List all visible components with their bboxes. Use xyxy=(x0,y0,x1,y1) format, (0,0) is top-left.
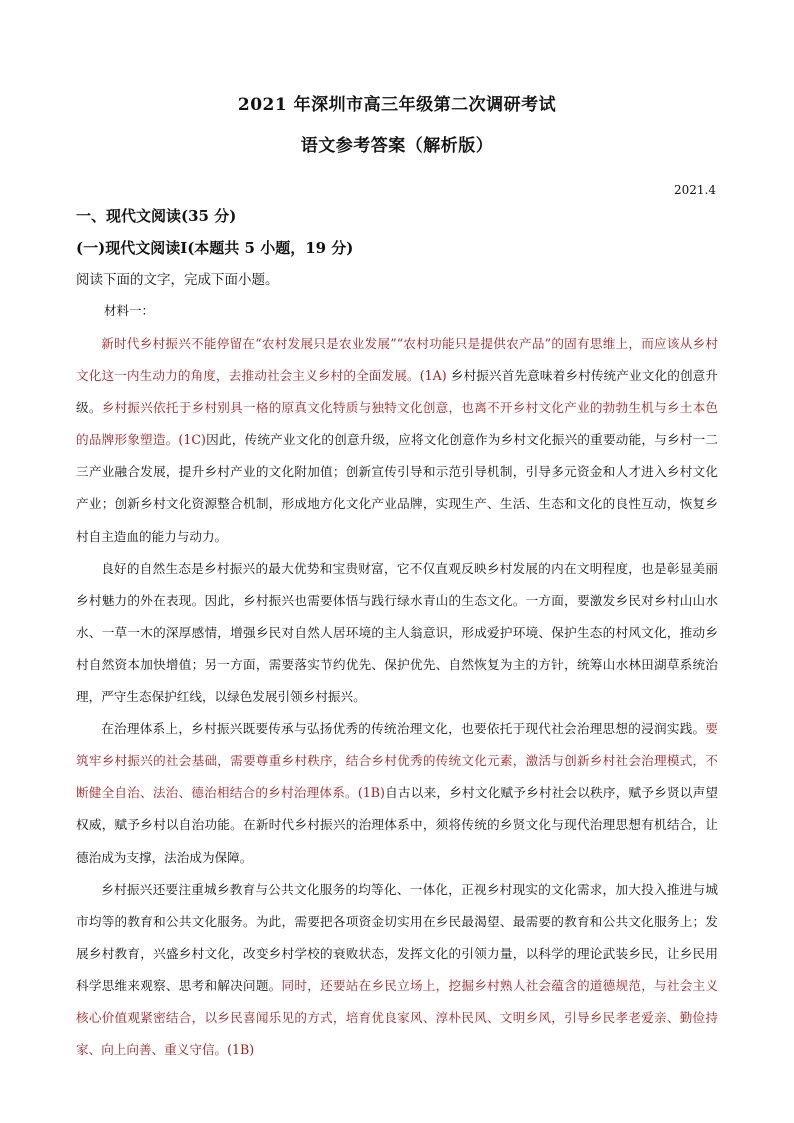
highlighted-answer-text: 乡村振兴依托于乡村别具一格的原真文化特质与独特文化创意，也离不开乡村文化产业的勃勃生机与乡土本色的品牌形象塑造。(1C) xyxy=(76,400,719,448)
paragraph-text: 良好的自然生态是乡村振兴的最大优势和宝贵财富，它不仅直观反映乡村发展的内在文明程度，也是彰显美丽乡村魅力的外在表现。因此，乡村振兴也需要体悟与践行绿水青山的生态文化。一方面，要激发乡民对乡村山山水水、一草一木的深厚感情，增强乡民对自然人居环境的主人翁意识，形成爱护环境、保护生态的村风文化，推动乡村自然资本加快增值；另一方面，需要落实节约优先、保护优先、自然恢复为主的方针，统筹山水林田湖草系统治理，严守生态保护红线，以绿色发展引领乡村振兴。 xyxy=(76,560,718,705)
paragraph-1 xyxy=(76,328,718,553)
section-heading: 一、现代文阅读(35 分) xyxy=(76,207,237,225)
paragraph-text: 乡村振兴还要注重城乡教育与公共文化服务的均等化、一体化，正视乡村现实的文化需求，加大投入推进与城市均等的教育和公共文化服务。为此，需要把各项资金切实用在乡民最渴望、最需要的教育和公共文化服务上；发展乡村教育，兴盛乡村文化，改变乡村学校的衰败状态，发挥文化的引领力量，以科学的理论武装乡民，让乡民用科学思维来观察、思考和解决问题。 xyxy=(76,881,718,993)
paragraph-text: 乡村振兴首先意味着乡村传统产业文化的创意升级。 xyxy=(76,368,718,416)
subsection-heading: (一)现代文阅读Ⅰ(本题共 5 小题，19 分) xyxy=(76,239,354,257)
reading-instruction: 阅读下面的文字，完成下面小题。 xyxy=(76,272,279,288)
highlighted-answer-text: 要筑牢乡村振兴的社会基础，需要尊重乡村秩序，结合乡村优秀的传统文化元素，激活与创新乡村社会治理模式，不断健全自治、法治、德治相结合的乡村治理体系。(1B) xyxy=(76,721,718,801)
highlighted-answer-text: 同时，还要站在乡民立场上，挖掘乡村熟人社会蕴含的道德规范，与社会主义核心价值观紧密结合，以乡民喜闻乐见的方式，培育优良家风、淳朴民风、文明乡风，引导乡民孝老爱亲、勤俭持家、向上向善、重义守信。(1B) xyxy=(76,977,719,1058)
paragraph-4 xyxy=(76,874,718,1067)
highlighted-answer-text: 新时代乡村振兴不能停留在“农村发展只是农业发展”“农村功能只是提供农产品”的固有思维上，而应该从乡村文化这一内生动力的角度，去推动社会主义乡村的全面发展。(1A) xyxy=(76,336,718,384)
paragraph-3 xyxy=(76,713,718,873)
answer-subtitle: 语文参考答案（解析版） xyxy=(300,136,494,156)
paragraph-2 xyxy=(76,553,718,713)
passage-body xyxy=(76,328,718,1066)
material-label: 材料一： xyxy=(104,303,155,318)
exam-date: 2021.4 xyxy=(674,183,716,197)
exam-title: 2021 年深圳市高三年级第二次调研考试 xyxy=(237,95,557,115)
paragraph-text: 在治理体系上，乡村振兴既要传承与弘扬优秀的传统治理文化，也要依托于现代社会治理思想的浸润实践。 xyxy=(101,721,706,737)
paragraph-text: 自古以来，乡村文化赋予乡村社会以秩序，赋予乡贤以声望权威，赋予乡村以自治功能。在新时代乡村振兴的治理体系中，须将传统的乡贤文化与现代治理思想有机结合，让德治成为支撑，法治成为保障。 xyxy=(76,785,719,865)
paragraph-text: 因此，传统产业文化的创意升级，应将文化创意作为乡村文化振兴的重要动能，与乡村一二三产业融合发展，提升乡村产业的文化附加值；创新宣传引导和示范引导机制，引导多元资金和人才进入乡村文化产业；创新乡村文化资源整合机制，形成地方化文化产业品牌，实现生产、生活、生态和文化的良性互动，恢复乡村自主造血的能力与动力。 xyxy=(76,432,719,544)
